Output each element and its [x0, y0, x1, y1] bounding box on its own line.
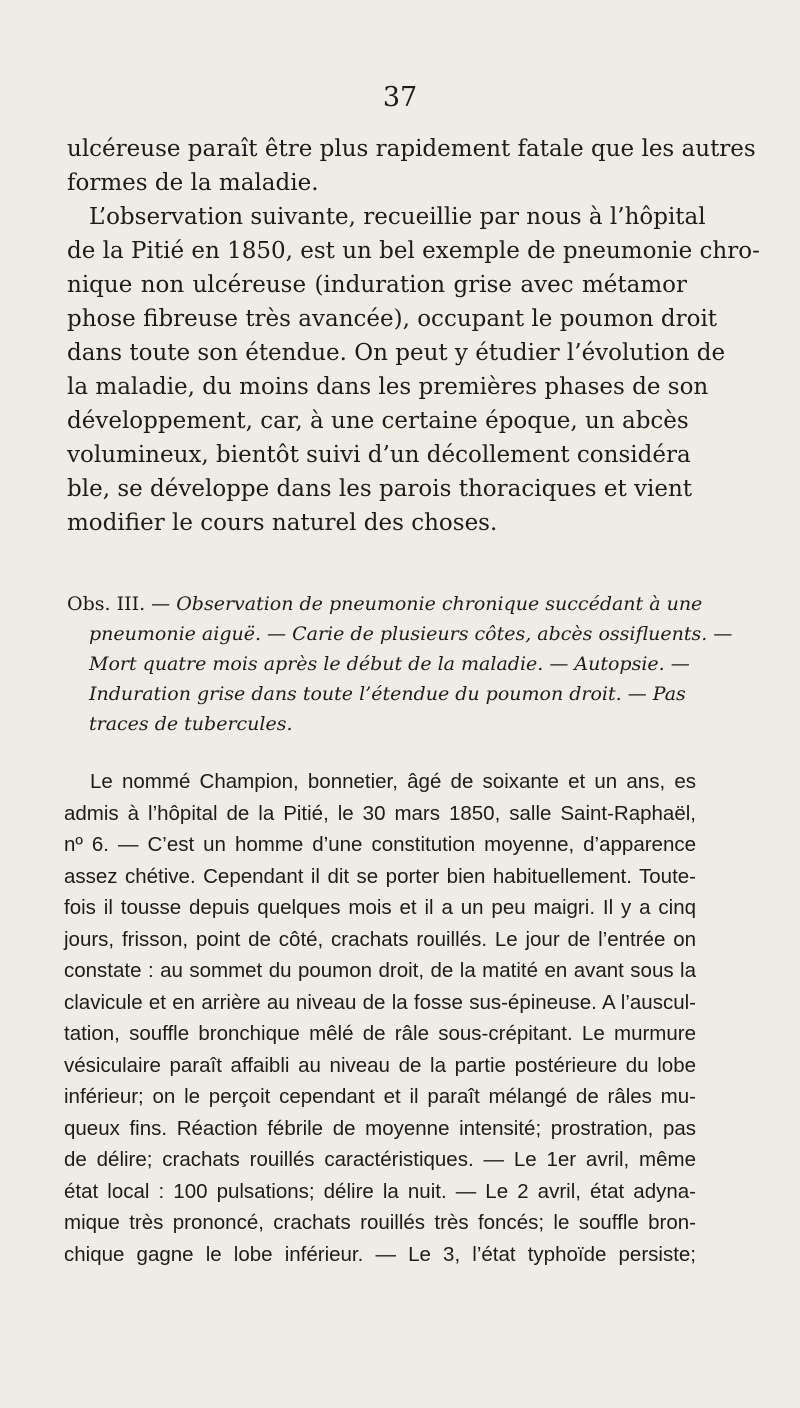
text-line: [67, 589, 703, 619]
text-line: mique très prononcé, crachats rouillés très foncés; le souffle bron-: [64, 1211, 696, 1234]
text-line: Le nommé Champion, bonnetier, âgé de soixante et un ans, es: [90, 770, 696, 793]
text-line: inférieur; on le perçoit cependant et il paraît mélangé de râles mu-: [64, 1085, 696, 1108]
text-line: Mort quatre mois après le début de la maladie. — Autopsie. —: [89, 653, 690, 675]
text-line: Induration grise dans toute l’étendue du poumon droit. — Pas: [89, 683, 686, 705]
text-line: nique non ulcéreuse (induration grise avec métamor: [67, 272, 687, 298]
text-line: admis à l’hôpital de la Pitié, le 30 mars 1850, salle Saint-Raphaël,: [64, 801, 696, 825]
text-line: la maladie, du moins dans les premières phases de son: [67, 374, 709, 400]
text-line: ble, se développe dans les parois thoraciques et vient: [67, 476, 693, 502]
case-description: [64, 766, 696, 1270]
text-line: tation, souffle bronchique mêlé de râle sous-crépitant. Le murmure: [64, 1022, 696, 1045]
text-line: de la Pitié en 1850, est un bel exemple de pneumonie chro-: [67, 238, 760, 264]
observation-title: Observation de pneumonie chronique succédant à une: [176, 593, 703, 615]
text-line: développement, car, à une certaine époque, un abcès: [67, 408, 689, 434]
text-line: de délire; crachats rouillés caractéristiques. — Le 1er avril, même: [64, 1148, 696, 1171]
text-line: assez chétive. Cependant il dit se porter bien habituellement. Toute-: [64, 864, 696, 888]
text-line: formes de la maladie.: [67, 170, 319, 196]
text-line: nº 6. — C’est un homme d’une constitution moyenne, d’apparence: [64, 833, 696, 856]
page-number: 37: [382, 82, 418, 113]
text-line: traces de tubercules.: [89, 713, 293, 735]
observation-heading: [67, 589, 733, 739]
text-line: L’observation suivante, recueillie par nous à l’hôpital: [89, 204, 706, 230]
text-line: volumineux, bientôt suivi d’un décollement considéra: [67, 442, 691, 468]
text-line: phose fibreuse très avancée), occupant le poumon droit: [67, 306, 718, 332]
text-line: queux fins. Réaction fébrile de moyenne intensité; prostration, pas: [64, 1116, 696, 1140]
text-line: chique gagne le lobe inférieur. — Le 3, l’état typhoïde persiste;: [64, 1242, 696, 1266]
text-line: constate : au sommet du poumon droit, de la matité en avant sous la: [64, 959, 696, 982]
text-line: vésiculaire paraît affaibli au niveau de la partie postérieure du lobe: [64, 1053, 696, 1077]
observation-label: Obs. III. —: [67, 593, 171, 615]
text-line: modifier le cours naturel des choses.: [67, 510, 498, 536]
paragraph-observation-intro: [67, 200, 760, 540]
text-line: jours, frisson, point de côté, crachats rouillés. Le jour de l’entrée on: [64, 927, 696, 951]
text-line: état local : 100 pulsations; délire la nuit. — Le 2 avril, état adyna-: [64, 1179, 696, 1203]
text-line: ulcéreuse paraît être plus rapidement fatale que les autres: [67, 136, 756, 162]
text-line: clavicule et en arrière au niveau de la fosse sus-épineuse. A l’auscul-: [64, 990, 696, 1014]
text-line: pneumonie aiguë. — Carie de plusieurs côtes, abcès ossifluents. —: [89, 623, 733, 645]
paragraph-continuation: [67, 132, 756, 200]
text-line: fois il tousse depuis quelques mois et il a un peu maigri. Il y a cinq: [64, 896, 696, 919]
text-line: dans toute son étendue. On peut y étudier l’évolution de: [67, 340, 726, 366]
